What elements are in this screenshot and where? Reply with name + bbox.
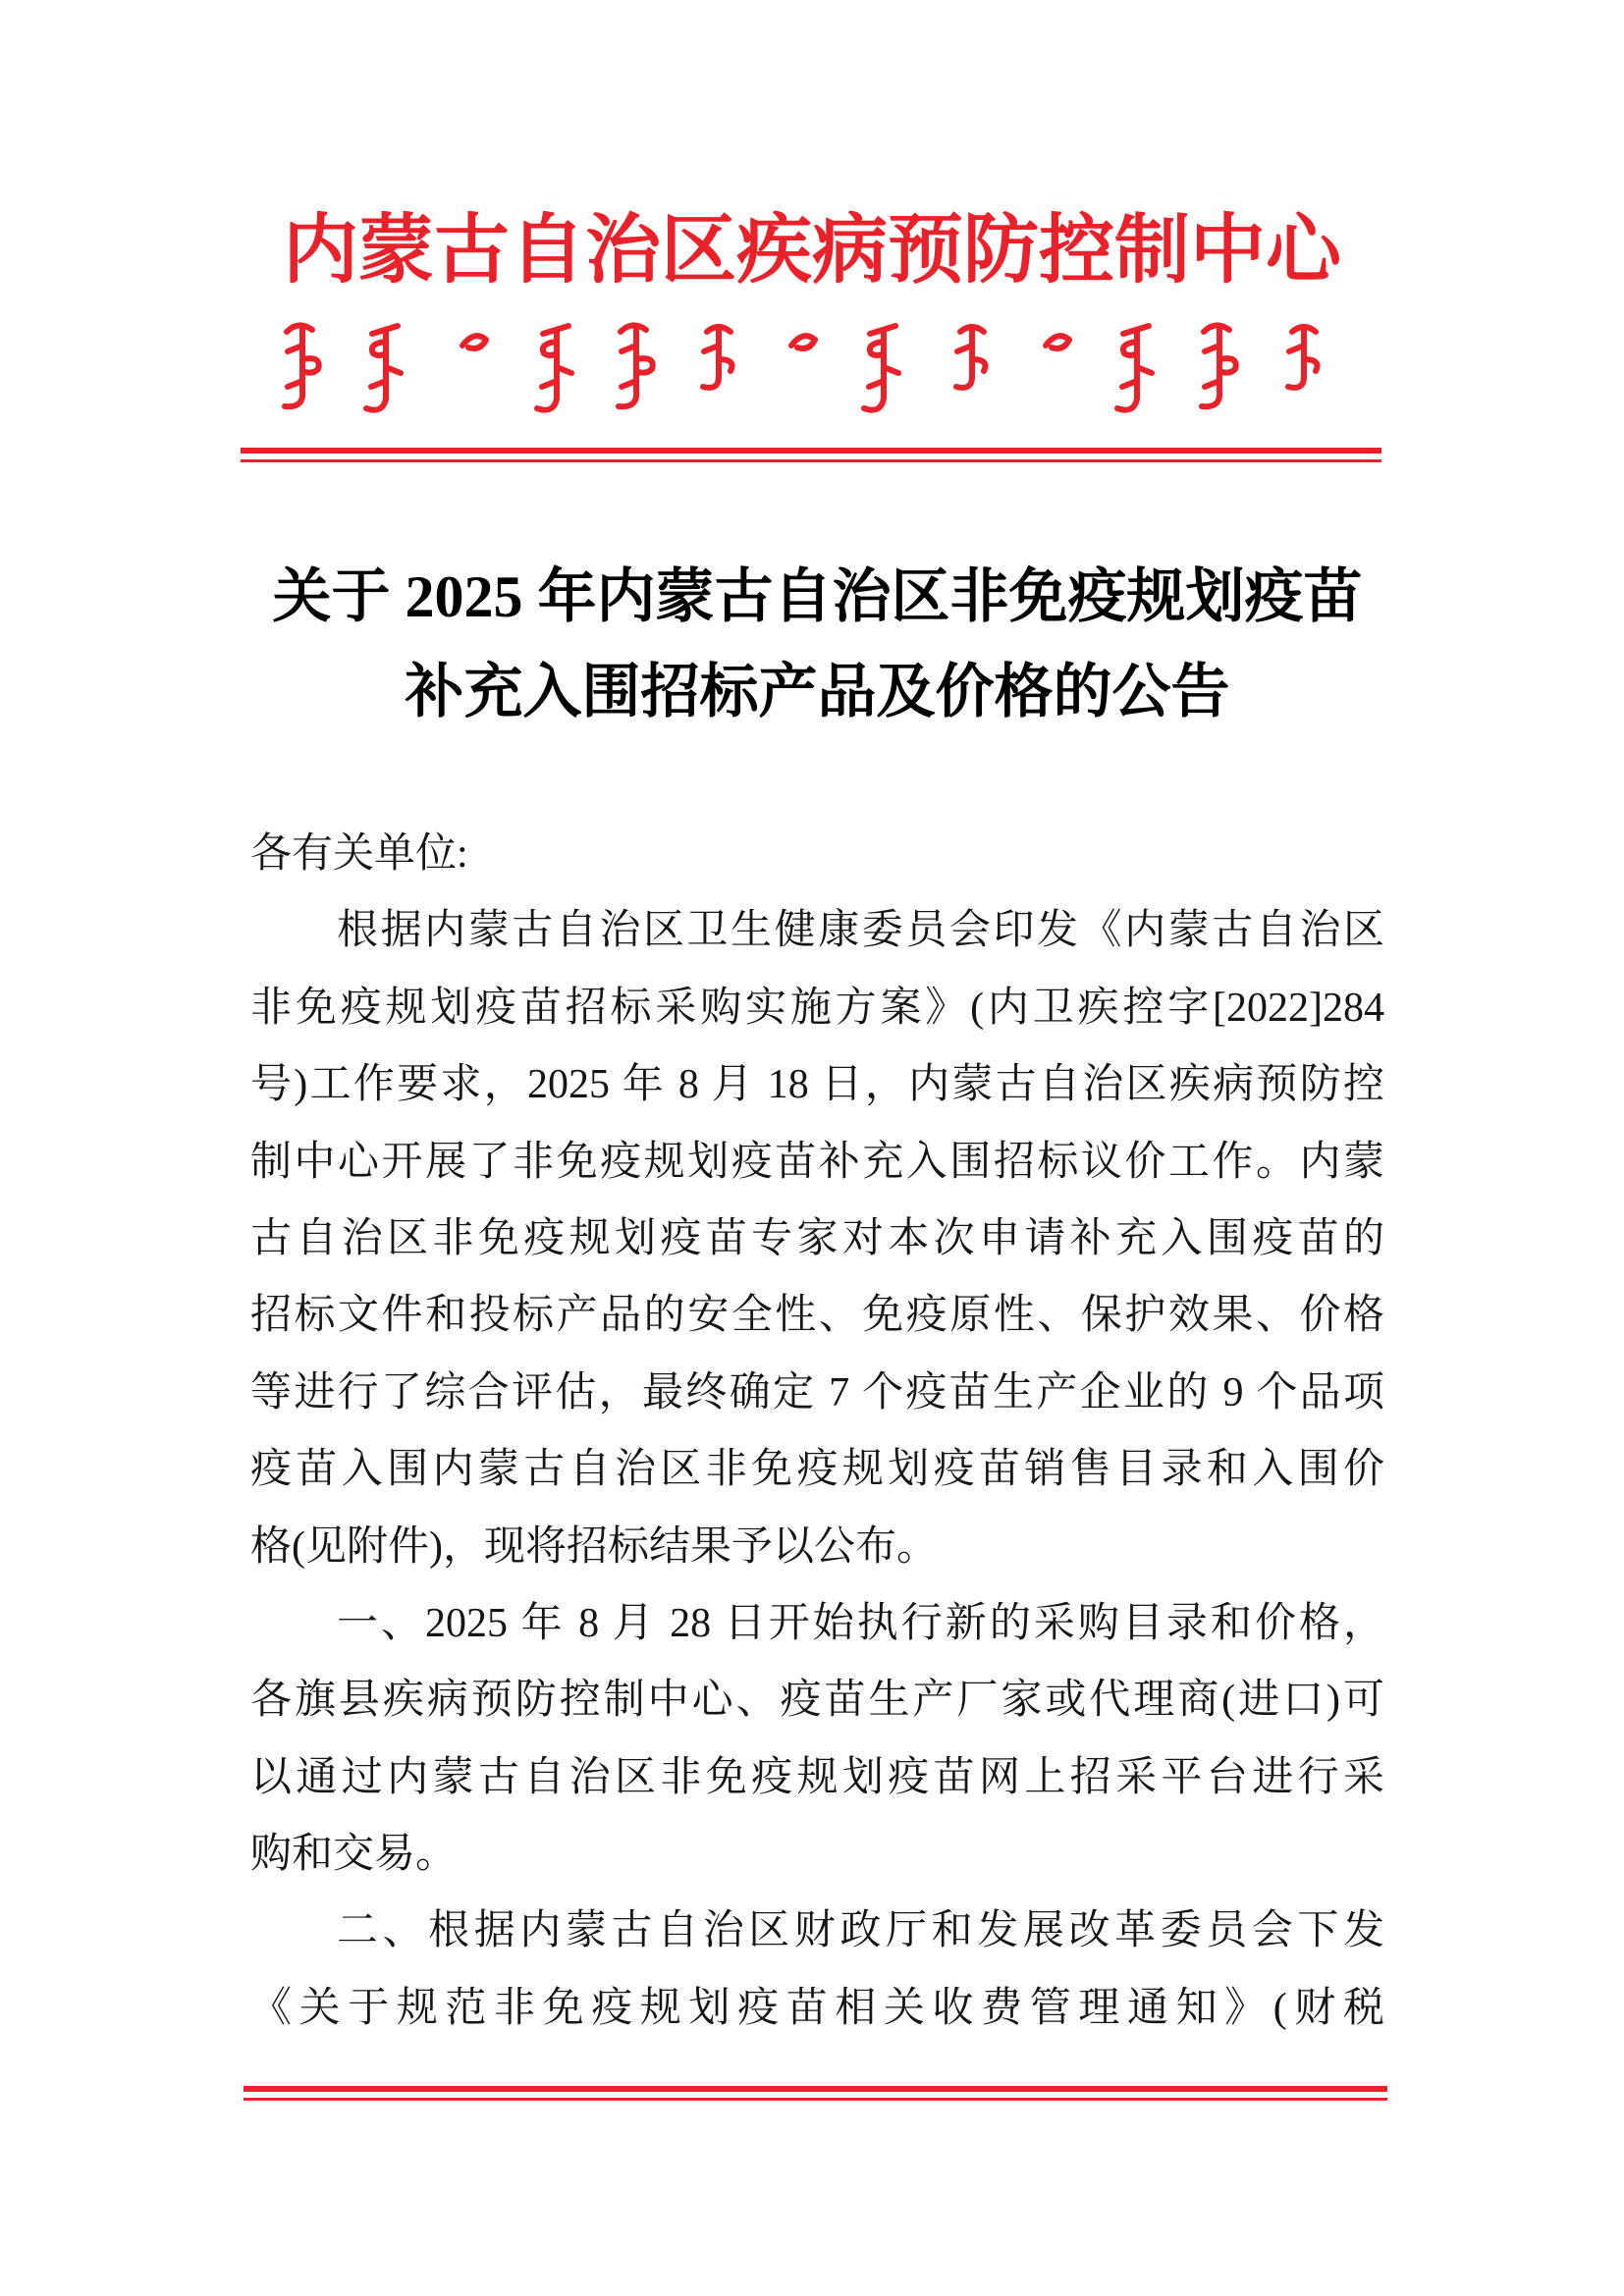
mongolian-script-org-name	[0, 316, 1624, 424]
mongolian-word	[956, 327, 986, 388]
mongolian-word	[366, 326, 401, 410]
footer-rule-thin	[244, 2098, 1387, 2101]
notice-title-line-1: 关于 2025 年内蒙古自治区非免疫规划疫苗	[272, 564, 1363, 629]
text-line: 招标文件和投标产品的安全性、免疫原性、保护效果、价格	[250, 1293, 1384, 1339]
text-line: 一、2025 年 8 月 28 日开始执行新的采购目录和价格，	[337, 1600, 1384, 1646]
text-line: 各旗县疾病预防控制中心、疫苗生产厂家或代理商(进口)可	[250, 1678, 1384, 1724]
text-line: 根据内蒙古自治区卫生健康委员会印发《内蒙古自治区	[337, 908, 1384, 954]
text-line: 古自治区非免疫规划疫苗专家对本次申请补充入围疫苗的	[250, 1215, 1384, 1261]
salutation: 各有关单位:	[250, 831, 468, 877]
mongolian-word	[537, 326, 571, 410]
mongolian-word	[864, 326, 898, 410]
letterhead-org-name: 内蒙古自治区疾病预防控制中心	[283, 206, 1341, 294]
mongolian-word	[462, 336, 486, 348]
notice-body	[250, 816, 1384, 2047]
mongolian-word	[285, 325, 319, 406]
mongolian-word	[1202, 325, 1236, 406]
text-line: 非免疫规划疫苗招标采购实施方案》(内卫疾控字[2022]284	[250, 985, 1384, 1031]
paragraph-1	[250, 892, 1384, 1585]
mongolian-word	[791, 336, 815, 348]
mongolian-word	[703, 327, 732, 388]
text-line: 疫苗入围内蒙古自治区非免疫规划疫苗销售目录和入围价	[250, 1447, 1384, 1493]
notice-title-line-2: 补充入围招标产品及价格的公告	[405, 660, 1230, 724]
text-line: 购和交易。	[250, 1832, 458, 1878]
header-rule-thin	[241, 459, 1381, 462]
text-line: 二、根据内蒙古自治区财政厅和发展改革委员会下发	[337, 1908, 1384, 1954]
paragraph-2	[250, 1585, 1384, 1894]
text-line: 等进行了综合评估，最终确定 7 个疫苗生产企业的 9 个品项	[250, 1369, 1384, 1415]
text-line: 格(见附件)，现将招标结果予以公布。	[250, 1523, 938, 1570]
paragraph-3	[250, 1893, 1384, 2047]
mongolian-word	[1117, 326, 1152, 410]
mongolian-word	[1046, 336, 1069, 348]
text-line: 《关于规范非免疫规划疫苗相关收费管理通知》(财税	[250, 1985, 1384, 2031]
mongolian-word	[619, 325, 653, 406]
header-rule-thick	[241, 448, 1381, 454]
text-line: 号)工作要求，2025 年 8 月 18 日，内蒙古自治区疾病预防控	[250, 1062, 1384, 1108]
mongolian-word	[1288, 327, 1318, 388]
text-line: 制中心开展了非免疫规划疫苗补充入围招标议价工作。内蒙	[250, 1139, 1384, 1185]
footer-rule-thick	[244, 2086, 1387, 2092]
text-line: 以通过内蒙古自治区非免疫规划疫苗网上招采平台进行采	[250, 1754, 1384, 1800]
